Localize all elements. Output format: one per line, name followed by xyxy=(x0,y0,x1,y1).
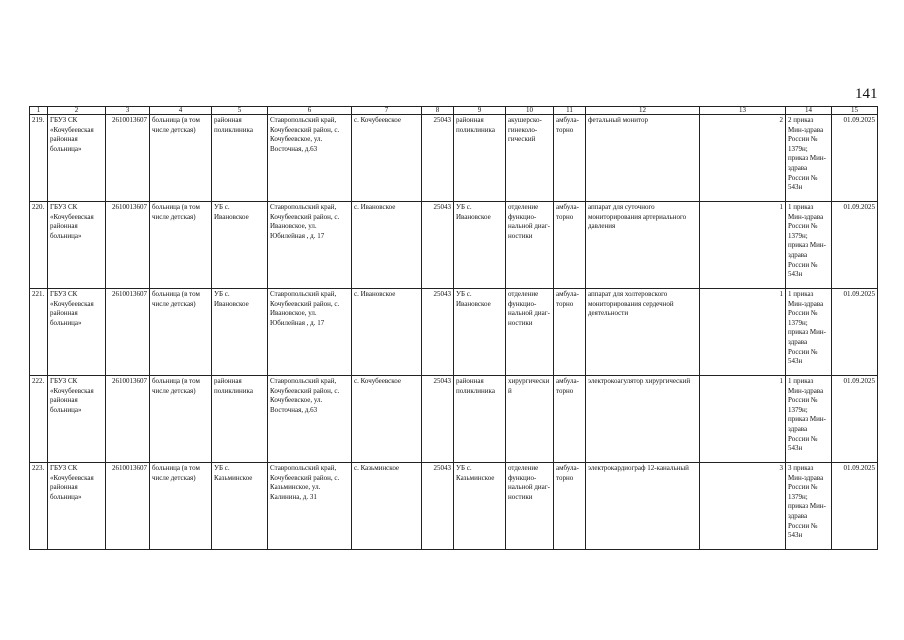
organization-code-cell: 2610013607 xyxy=(106,115,150,202)
facility-type-cell: больница (в том числе детская) xyxy=(150,376,212,463)
header-cell: 9 xyxy=(454,107,506,115)
care-condition-cell: амбула-торно xyxy=(554,376,586,463)
organization-name-cell: ГБУЗ СК «Кочубеевская районная больница» xyxy=(48,463,106,550)
date-cell: 01.09.2025 xyxy=(832,463,878,550)
header-cell: 11 xyxy=(554,107,586,115)
quantity-value: 1 xyxy=(788,203,792,211)
organization-name-cell: ГБУЗ СК «Кочубеевская районная больница» xyxy=(48,115,106,202)
date-cell: 01.09.2025 xyxy=(832,289,878,376)
subunit-cell: районная поликлиника xyxy=(454,376,506,463)
equipment-name-cell: электрокардиограф 12-канальный xyxy=(586,463,700,550)
organization-code-cell: 2610013607 xyxy=(106,376,150,463)
department-cell: акушерско-гинеколо-гический xyxy=(506,115,554,202)
row-number-cell: 222. xyxy=(30,376,48,463)
header-cell: 7 xyxy=(352,107,422,115)
care-condition-cell: амбула-торно xyxy=(554,463,586,550)
date-cell: 01.09.2025 xyxy=(832,376,878,463)
table-row xyxy=(30,202,878,289)
department-cell: хирургический xyxy=(506,376,554,463)
organization-code-cell: 2610013607 xyxy=(106,202,150,289)
header-cell: 2 xyxy=(48,107,106,115)
page-number: 141 xyxy=(855,86,878,102)
date-cell: 01.09.2025 xyxy=(832,115,878,202)
equipment-name-cell: аппарат для суточного мониторирования артериального давления xyxy=(586,202,700,289)
facility-type-cell: больница (в том числе детская) xyxy=(150,202,212,289)
legal-basis-text: приказ Мин-здрава России № 1379н; приказ Мин-здрава России № 543н xyxy=(788,203,826,279)
address-cell: Ставропольский край, Кочубеевский район, с. Ивановское, ул. Юбилейная , д. 17 xyxy=(268,202,352,289)
department-cell: отделение функцио-нальной диаг-ностики xyxy=(506,289,554,376)
row-number-cell: 220. xyxy=(30,202,48,289)
legal-basis-cell xyxy=(786,115,832,202)
legal-basis-text: приказ Мин-здрава России № 1379н; приказ Мин-здрава России № 543н xyxy=(788,377,826,453)
address-cell: Ставропольский край, Кочубеевский район, с. Кочубеевское, ул. Восточная, д.63 xyxy=(268,376,352,463)
address-cell: Ставропольский край, Кочубеевский район, с. Ивановское, ул. Юбилейная , д. 17 xyxy=(268,289,352,376)
subunit-cell: УБ с. Ивановское xyxy=(454,202,506,289)
header-cell: 1 xyxy=(30,107,48,115)
organization-code-cell: 2610013607 xyxy=(106,289,150,376)
facility-type-cell: больница (в том числе детская) xyxy=(150,463,212,550)
organization-code-cell: 2610013607 xyxy=(106,463,150,550)
department-cell: отделение функцио-нальной диаг-ностики xyxy=(506,202,554,289)
settlement-cell: с. Ивановское xyxy=(352,289,422,376)
legal-basis-cell xyxy=(786,463,832,550)
legal-basis-text: приказ Мин-здрава России № 1379н; приказ Мин-здрава России № 543н xyxy=(788,464,826,540)
header-cell: 13 xyxy=(700,107,786,115)
header-cell: 8 xyxy=(422,107,454,115)
table-row xyxy=(30,289,878,376)
quantity-needed-cell: 1 xyxy=(700,289,786,376)
header-cell: 10 xyxy=(506,107,554,115)
address-cell: Ставропольский край, Кочубеевский район, с. Кочубеевское, ул. Восточная, д.63 xyxy=(268,115,352,202)
quantity-needed-cell: 2 xyxy=(700,115,786,202)
structural-unit-cell: районная поликлиника xyxy=(212,376,268,463)
subunit-cell: УБ с. Ивановское xyxy=(454,289,506,376)
equipment-table xyxy=(29,106,878,550)
care-condition-cell: амбула-торно xyxy=(554,115,586,202)
oktmo-code-cell: 25043 xyxy=(422,463,454,550)
structural-unit-cell: УБ с. Ивановское xyxy=(212,289,268,376)
header-cell: 14 xyxy=(786,107,832,115)
organization-name-cell: ГБУЗ СК «Кочубеевская районная больница» xyxy=(48,202,106,289)
structural-unit-cell: районная поликлиника xyxy=(212,115,268,202)
row-number-cell: 219. xyxy=(30,115,48,202)
structural-unit-cell: УБ с. Казьминское xyxy=(212,463,268,550)
header-cell: 5 xyxy=(212,107,268,115)
facility-type-cell: больница (в том числе детская) xyxy=(150,289,212,376)
header-cell: 4 xyxy=(150,107,212,115)
quantity-value: 3 xyxy=(788,464,792,472)
department-cell: отделение функцио-нальной диаг-ностики xyxy=(506,463,554,550)
quantity-needed-cell: 1 xyxy=(700,376,786,463)
quantity-value: 2 xyxy=(788,116,792,124)
care-condition-cell: амбула-торно xyxy=(554,202,586,289)
legal-basis-text: приказ Мин-здрава России № 1379н; приказ Мин-здрава России № 543н xyxy=(788,290,826,366)
subunit-cell: районная поликлиника xyxy=(454,115,506,202)
oktmo-code-cell: 25043 xyxy=(422,289,454,376)
row-number-cell: 223. xyxy=(30,463,48,550)
table-row xyxy=(30,115,878,202)
quantity-needed-cell: 3 xyxy=(700,463,786,550)
date-cell: 01.09.2025 xyxy=(832,202,878,289)
oktmo-code-cell: 25043 xyxy=(422,115,454,202)
quantity-needed-cell: 1 xyxy=(700,202,786,289)
legal-basis-cell xyxy=(786,289,832,376)
oktmo-code-cell: 25043 xyxy=(422,376,454,463)
organization-name-cell: ГБУЗ СК «Кочубеевская районная больница» xyxy=(48,376,106,463)
table-row xyxy=(30,463,878,550)
care-condition-cell: амбула-торно xyxy=(554,289,586,376)
settlement-cell: с. Ивановское xyxy=(352,202,422,289)
table-row xyxy=(30,376,878,463)
settlement-cell: с. Кочубеевское xyxy=(352,115,422,202)
row-number-cell: 221. xyxy=(30,289,48,376)
settlement-cell: с. Казьминское xyxy=(352,463,422,550)
facility-type-cell: больница (в том числе детская) xyxy=(150,115,212,202)
quantity-value: 1 xyxy=(788,377,792,385)
legal-basis-cell xyxy=(786,202,832,289)
header-cell: 6 xyxy=(268,107,352,115)
equipment-name-cell: фетальный монитор xyxy=(586,115,700,202)
quantity-value: 1 xyxy=(788,290,792,298)
equipment-name-cell: аппарат для холтеровского мониторирования сердечной деятельности xyxy=(586,289,700,376)
legal-basis-text: приказ Мин-здрава России № 1379н; приказ Мин-здрава России № 543н xyxy=(788,116,826,192)
header-cell: 3 xyxy=(106,107,150,115)
legal-basis-cell xyxy=(786,376,832,463)
subunit-cell: УБ с. Казьминское xyxy=(454,463,506,550)
header-cell: 15 xyxy=(832,107,878,115)
equipment-name-cell: электрокоагулятор хирургический xyxy=(586,376,700,463)
header-cell: 12 xyxy=(586,107,700,115)
oktmo-code-cell: 25043 xyxy=(422,202,454,289)
structural-unit-cell: УБ с. Ивановское xyxy=(212,202,268,289)
address-cell: Ставропольский край, Кочубеевский район, с. Казьминское, ул. Калинина, д. 31 xyxy=(268,463,352,550)
header-row xyxy=(30,107,878,115)
organization-name-cell: ГБУЗ СК «Кочубеевская районная больница» xyxy=(48,289,106,376)
settlement-cell: с. Кочубеевское xyxy=(352,376,422,463)
